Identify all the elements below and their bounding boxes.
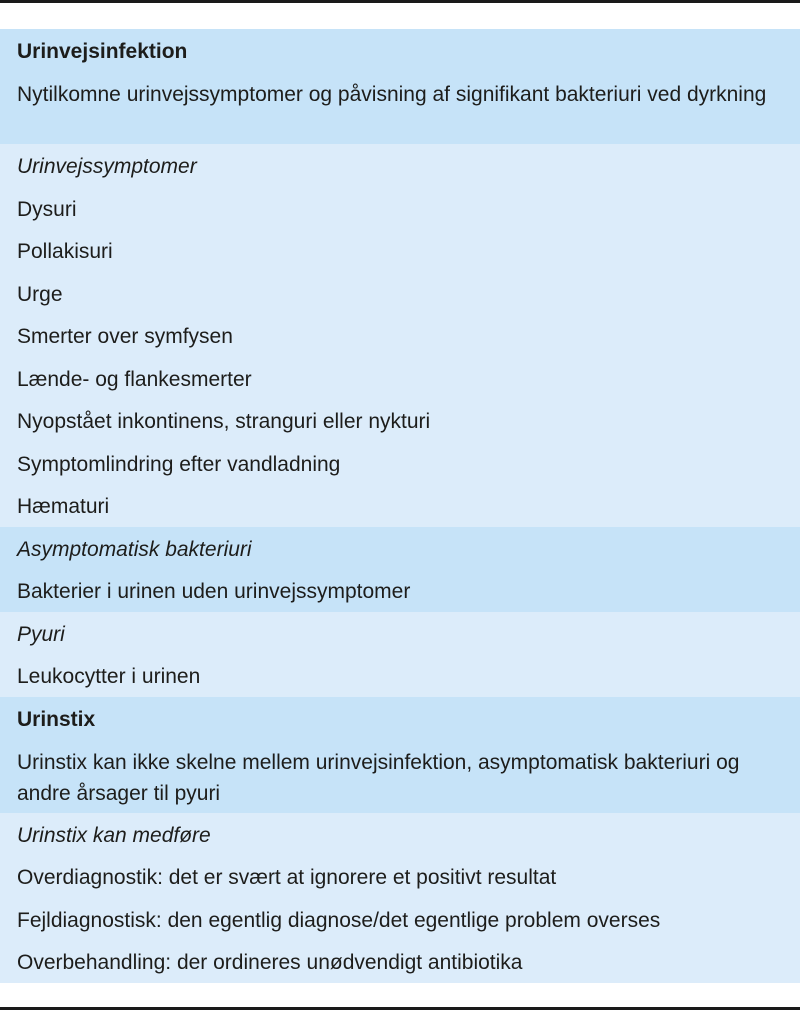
list-item: Dysuri: [17, 198, 77, 221]
definition-text: Urinstix kan ikke skelne mellem urinvejsinfektion, asymptomatisk bakteriuri og andre årsager til pyuri: [17, 751, 740, 805]
list-item: Smerter over symfysen: [17, 325, 233, 348]
list-item: Symptomlindring efter vandladning: [17, 453, 341, 476]
list-item: Urge: [17, 283, 63, 306]
subheading: Urinstix kan medføre: [17, 824, 211, 847]
section-asymptomatisk-bakteriuri: [0, 527, 800, 612]
subheading: Asymptomatisk bakteriuri: [17, 538, 252, 561]
subheading: Pyuri: [17, 623, 65, 646]
list-item: Hæmaturi: [17, 495, 110, 518]
definition-text: Leukocytter i urinen: [17, 665, 201, 688]
definition-text: Bakterier i urinen uden urinvejssymptomer: [17, 580, 411, 603]
subheading: Urinvejssymptomer: [17, 155, 197, 178]
section-pyuri: [0, 612, 800, 697]
section-urinvejssymptomer: [0, 144, 800, 527]
bottom-rule: [0, 1007, 800, 1010]
list-item: Lænde- og flankesmerter: [17, 368, 252, 391]
list-item: Nyopstået inkontinens, stranguri eller nykturi: [17, 410, 431, 433]
section-heading: Urinstix: [17, 708, 96, 731]
list-item: Fejldiagnostisk: den egentlig diagnose/det egentlige problem overses: [17, 909, 661, 932]
section-urinvejsinfektion: [0, 29, 800, 144]
section-urinstix-kan-medfoere: [0, 813, 800, 983]
section-urinstix: [0, 697, 800, 813]
list-item: Overdiagnostik: det er svært at ignorere et positivt resultat: [17, 866, 557, 889]
list-item: Pollakisuri: [17, 240, 113, 263]
section-heading: Urinvejsinfektion: [17, 40, 188, 63]
definition-text: Nytilkomne urinvejssymptomer og påvisning af signifikant bakteriuri ved dyrkning: [17, 83, 767, 106]
definitions-table: [0, 29, 800, 983]
top-rule: [0, 0, 800, 3]
list-item: Overbehandling: der ordineres unødvendigt antibiotika: [17, 951, 523, 974]
